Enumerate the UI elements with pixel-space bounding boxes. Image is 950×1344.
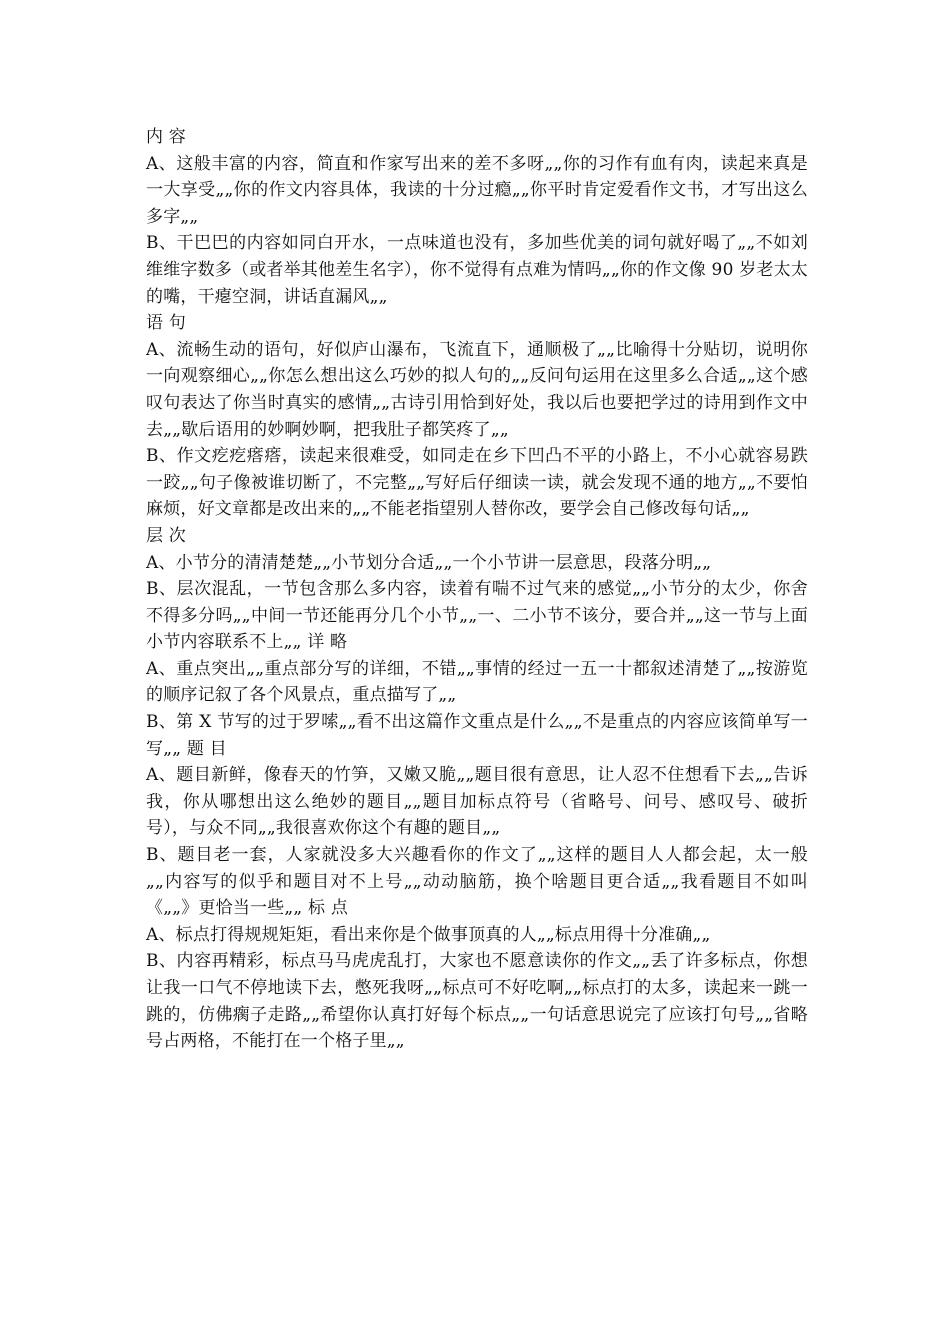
section-heading-content: 内 容 [146, 127, 187, 147]
paragraph-title-b: B、题目老一套，人家就没多大兴趣看你的作文了„„这样的题目人人都会起，太一般„„内容写的似乎和题目对不上号„„动动脑筋，换个啥题目更合适„„我看题目不如叫《„„》更恰当一些„„ 标 点 [146, 845, 808, 919]
paragraph-sentences-a: A、流畅生动的语句，好似庐山瀑布，飞流直下，通顺极了„„比喻得十分贴切，说明你一向观察细心„„你怎么想出这么巧妙的拟人句的„„反问句运用在这里多么合适„„这个感叹句表达了你当时真实的感情„„古诗引用恰到好处，我以后也要把学过的诗用到作文中去„„歇后语用的妙啊妙啊，把我肚子都笑疼了„„ [146, 339, 808, 440]
paragraph-detail-a: A、重点突出„„重点部分写的详细，不错„„事情的经过一五一十都叙述清楚了„„按游览的顺序记叙了各个风景点，重点描写了„„ [146, 658, 808, 706]
section-heading-sentences: 语 句 [146, 313, 187, 334]
document-body [146, 124, 808, 1055]
paragraph-punctuation-b: B、内容再精彩，标点马马虎虎乱打，大家也不愿意读你的作文„„丢了许多标点，你想让我一口气不停地读下去，憋死我呀„„标点可不好吃啊„„标点打的太多，读起来一跳一跳的，仿佛瘸子走路„„希望你认真打好每个标点„„一句话意思说完了应该打句号„„省略号占两格，不能打在一个格子里„„ [146, 951, 808, 1052]
paragraph-structure-b: B、层次混乱，一节包含那么多内容，读着有喘不过气来的感觉„„小节分的太少，你舍不得多分吗„„中间一节还能再分几个小节„„一、二小节不该分，要合并„„这一节与上面小节内容联系不上„„ 详 略 [146, 579, 808, 653]
paragraph-structure-a: A、小节分的清清楚楚„„小节划分合适„„一个小节讲一层意思，段落分明„„ [146, 552, 712, 573]
paragraph-title-a: A、题目新鲜，像春天的竹笋，又嫩又脆„„题目很有意思，让人忍不住想看下去„„告诉我，你从哪想出这么绝妙的题目„„题目加标点符号（省略号、问号、感叹号、破折号），与众不同„„我很喜欢你这个有趣的题目„„ [146, 765, 808, 839]
paragraph-punctuation-a: A、标点打得规规矩矩，看出来你是个做事顶真的人„„标点用得十分准确„„ [146, 924, 711, 945]
paragraph-content-b: B、干巴巴的内容如同白开水，一点味道也没有，多加些优美的词句就好喝了„„不如刘维维字数多（或者举其他差生名字），你不觉得有点难为情吗„„你的作文像 90 岁老太太的嘴，干瘪空洞，讲话直漏风„„ [146, 233, 808, 307]
paragraph-content-a: A、这般丰富的内容，简直和作家写出来的差不多呀„„你的习作有血有肉，读起来真是一大享受„„你的作文内容具体，我读的十分过瘾„„你平时肯定爱看作文书，才写出这么多字„„ [146, 153, 808, 227]
paragraph-detail-b: B、第 X 节写的过于罗嗦„„看不出这篇作文重点是什么„„不是重点的内容应该简单写一写„„ 题 目 [146, 712, 808, 759]
section-heading-structure: 层 次 [146, 525, 187, 546]
paragraph-sentences-b: B、作文疙疙瘩瘩，读起来很难受，如同走在乡下凹凸不平的小路上，不小心就容易跌一跤„„句子像被谁切断了，不完整„„写好后仔细读一读，就会发现不通的地方„„不要怕麻烦，好文章都是改出来的„„不能老指望别人替你改，要学会自己修改每句话„„ [146, 446, 808, 520]
